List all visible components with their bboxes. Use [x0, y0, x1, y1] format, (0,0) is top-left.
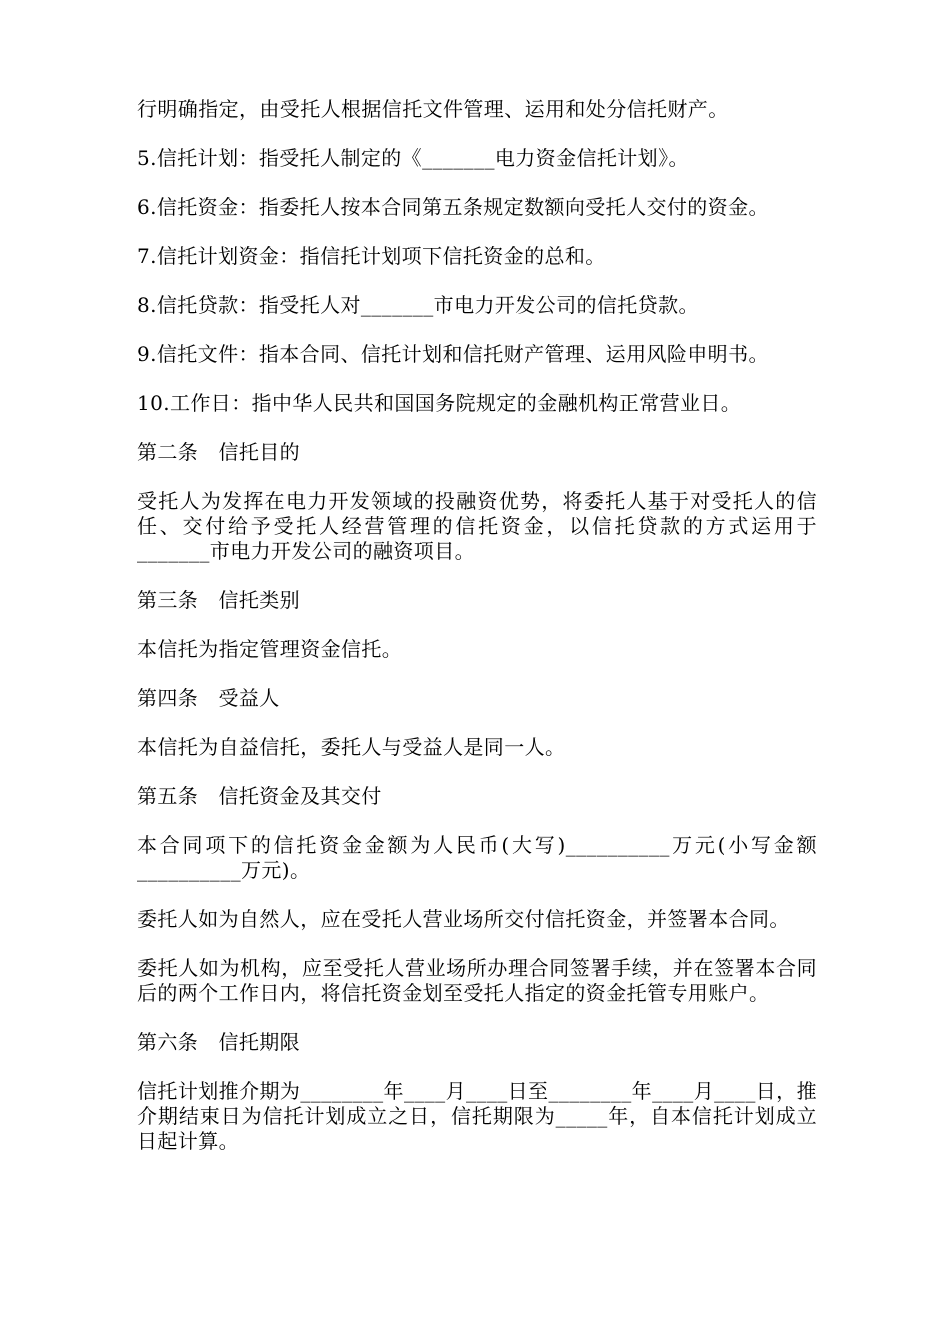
- article-3-body: 本信托为指定管理资金信托。: [137, 637, 403, 661]
- document-body: [137, 97, 817, 1178]
- article-5-heading: 第五条 信托资金及其交付: [137, 784, 382, 808]
- article-5-institution: 委托人如为机构，应至受托人营业场所办理合同签署手续，并在签署本合同后的两个工作日内，将信托资金划至受托人指定的资金托管专用账户。: [137, 956, 817, 1005]
- definition-trust-loan: 8.信托贷款：指受托人对_______市电力开发公司的信托贷款。: [137, 293, 699, 317]
- definition-trust-plan-funds: 7.信托计划资金：指信托计划项下信托资金的总和。: [137, 244, 606, 268]
- article-3-heading: 第三条 信托类别: [137, 588, 301, 612]
- definition-trust-funds: 6.信托资金：指委托人按本合同第五条规定数额向受托人交付的资金。: [137, 195, 769, 219]
- definition-working-day: 10.工作日：指中华人民共和国国务院规定的金融机构正常营业日。: [137, 391, 742, 415]
- article-6-heading: 第六条 信托期限: [137, 1030, 301, 1054]
- article-2-body: 受托人为发挥在电力开发领域的投融资优势，将委托人基于对受托人的信任、交付给予受托人经营管理的信托资金，以信托贷款的方式运用于_______市电力开发公司的融资项目。: [137, 489, 817, 563]
- definition-trust-documents: 9.信托文件：指本合同、信托计划和信托财产管理、运用风险申明书。: [137, 342, 769, 366]
- article-2-heading: 第二条 信托目的: [137, 440, 301, 464]
- article-5-amount: 本合同项下的信托资金金额为人民币(大写)__________万元(小写金额__________万元)。: [137, 833, 817, 882]
- paragraph-trust-management: 行明确指定，由受托人根据信托文件管理、运用和处分信托财产。: [137, 97, 729, 121]
- article-6-body: 信托计划推介期为________年____月____日至________年____月____日，推介期结束日为信托计划成立之日，信托期限为_____年，自本信托计划成立日起计算。: [137, 1079, 817, 1153]
- definition-trust-plan: 5.信托计划：指受托人制定的《_______电力资金信托计划》。: [137, 146, 689, 170]
- article-4-body: 本信托为自益信托，委托人与受益人是同一人。: [137, 735, 566, 759]
- article-4-heading: 第四条 受益人: [137, 686, 280, 710]
- article-5-natural-person: 委托人如为自然人，应在受托人营业场所交付信托资金，并签署本合同。: [137, 907, 790, 931]
